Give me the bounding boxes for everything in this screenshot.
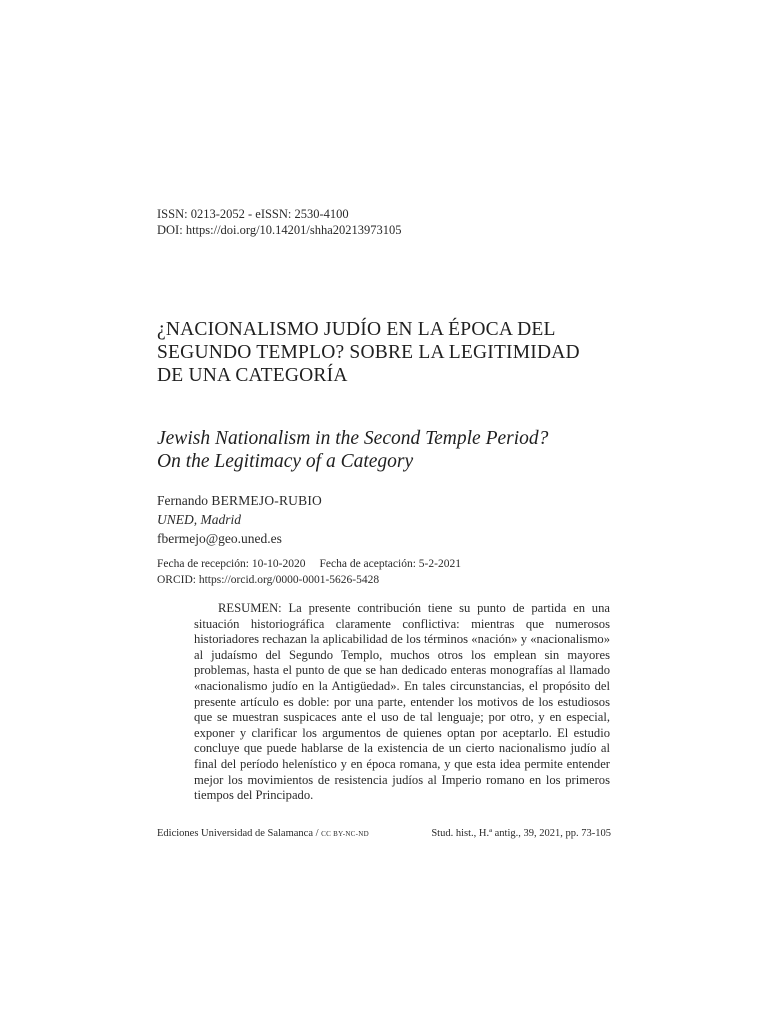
footer-citation: Stud. hist., H.ª antig., 39, 2021, pp. 73-105 — [431, 828, 611, 839]
title-en-line-2: On the Legitimacy of a Category — [157, 451, 414, 472]
footer-publisher — [157, 827, 369, 841]
page-footer — [157, 827, 611, 841]
accepted-date: Fecha de aceptación: 5-2-2021 — [319, 558, 461, 570]
author-affiliation: UNED, Madrid — [157, 512, 241, 527]
issn-line: ISSN: 0213-2052 - eISSN: 2530-4100 — [157, 207, 349, 221]
received-date: Fecha de recepción: 10-10-2020 — [157, 558, 306, 570]
submission-dates — [157, 556, 461, 588]
author-email[interactable]: fbermejo@geo.uned.es — [157, 531, 282, 546]
title-en-line-1: Jewish Nationalism in the Second Temple Period? — [157, 428, 549, 449]
publication-metadata — [157, 206, 402, 238]
publisher-name: Ediciones Universidad de Salamanca / — [157, 828, 322, 839]
article-first-page — [157, 0, 611, 1024]
article-title-english — [157, 427, 611, 473]
title-es-line-2: SEGUNDO TEMPLO? SOBRE LA LEGITIMIDAD — [157, 342, 580, 363]
dates-line — [157, 556, 461, 572]
author-block — [157, 491, 322, 548]
title-es-line-3: DE UNA CATEGORÍA — [157, 365, 348, 386]
author-last-name: BERMEJO-RUBIO — [211, 493, 322, 508]
author-first-name: Fernando — [157, 493, 212, 508]
abstract-paragraph: RESUMEN: La presente contribución tiene su punto de partida en una situación historiográfica claramente conflictiva: mientras que numerosos historiadores rechazan la aplicabilidad de los términos «nación» y «nacionalismo» al judaísmo del Segundo Templo, muchos otros los emplean sin mayores problemas, hasta el punto de que se han dedicado enteras monografías al llamado «nacionalismo judío en la Antigüedad». En tales circunstancias, el propósito del presente artículo es doble: por una parte, entender los motivos de los estudiosos que se muestran suspicaces ante el uso de tal lenguaje; por otro, y en especial, exponer y clarificar los argumentos de quienes optan por aceptarlo. El estudio concluye que puede hablarse de la existencia de un cierto nacionalismo judío al final del período helenístico y en época romana, y que esta idea permite entender mejor los movimientos de resistencia judíos al Imperio romano en los primeros tiempos del Principado. — [194, 601, 610, 803]
doi-line[interactable]: DOI: https://doi.org/10.14201/shha20213973105 — [157, 223, 402, 237]
license-label: CC BY-NC-ND — [321, 830, 369, 838]
article-title-spanish — [157, 318, 611, 387]
title-es-line-1: ¿NACIONALISMO JUDÍO EN LA ÉPOCA DEL — [157, 319, 556, 340]
author-name — [157, 491, 322, 510]
orcid-line[interactable]: ORCID: https://orcid.org/0000-0001-5626-5428 — [157, 574, 380, 586]
